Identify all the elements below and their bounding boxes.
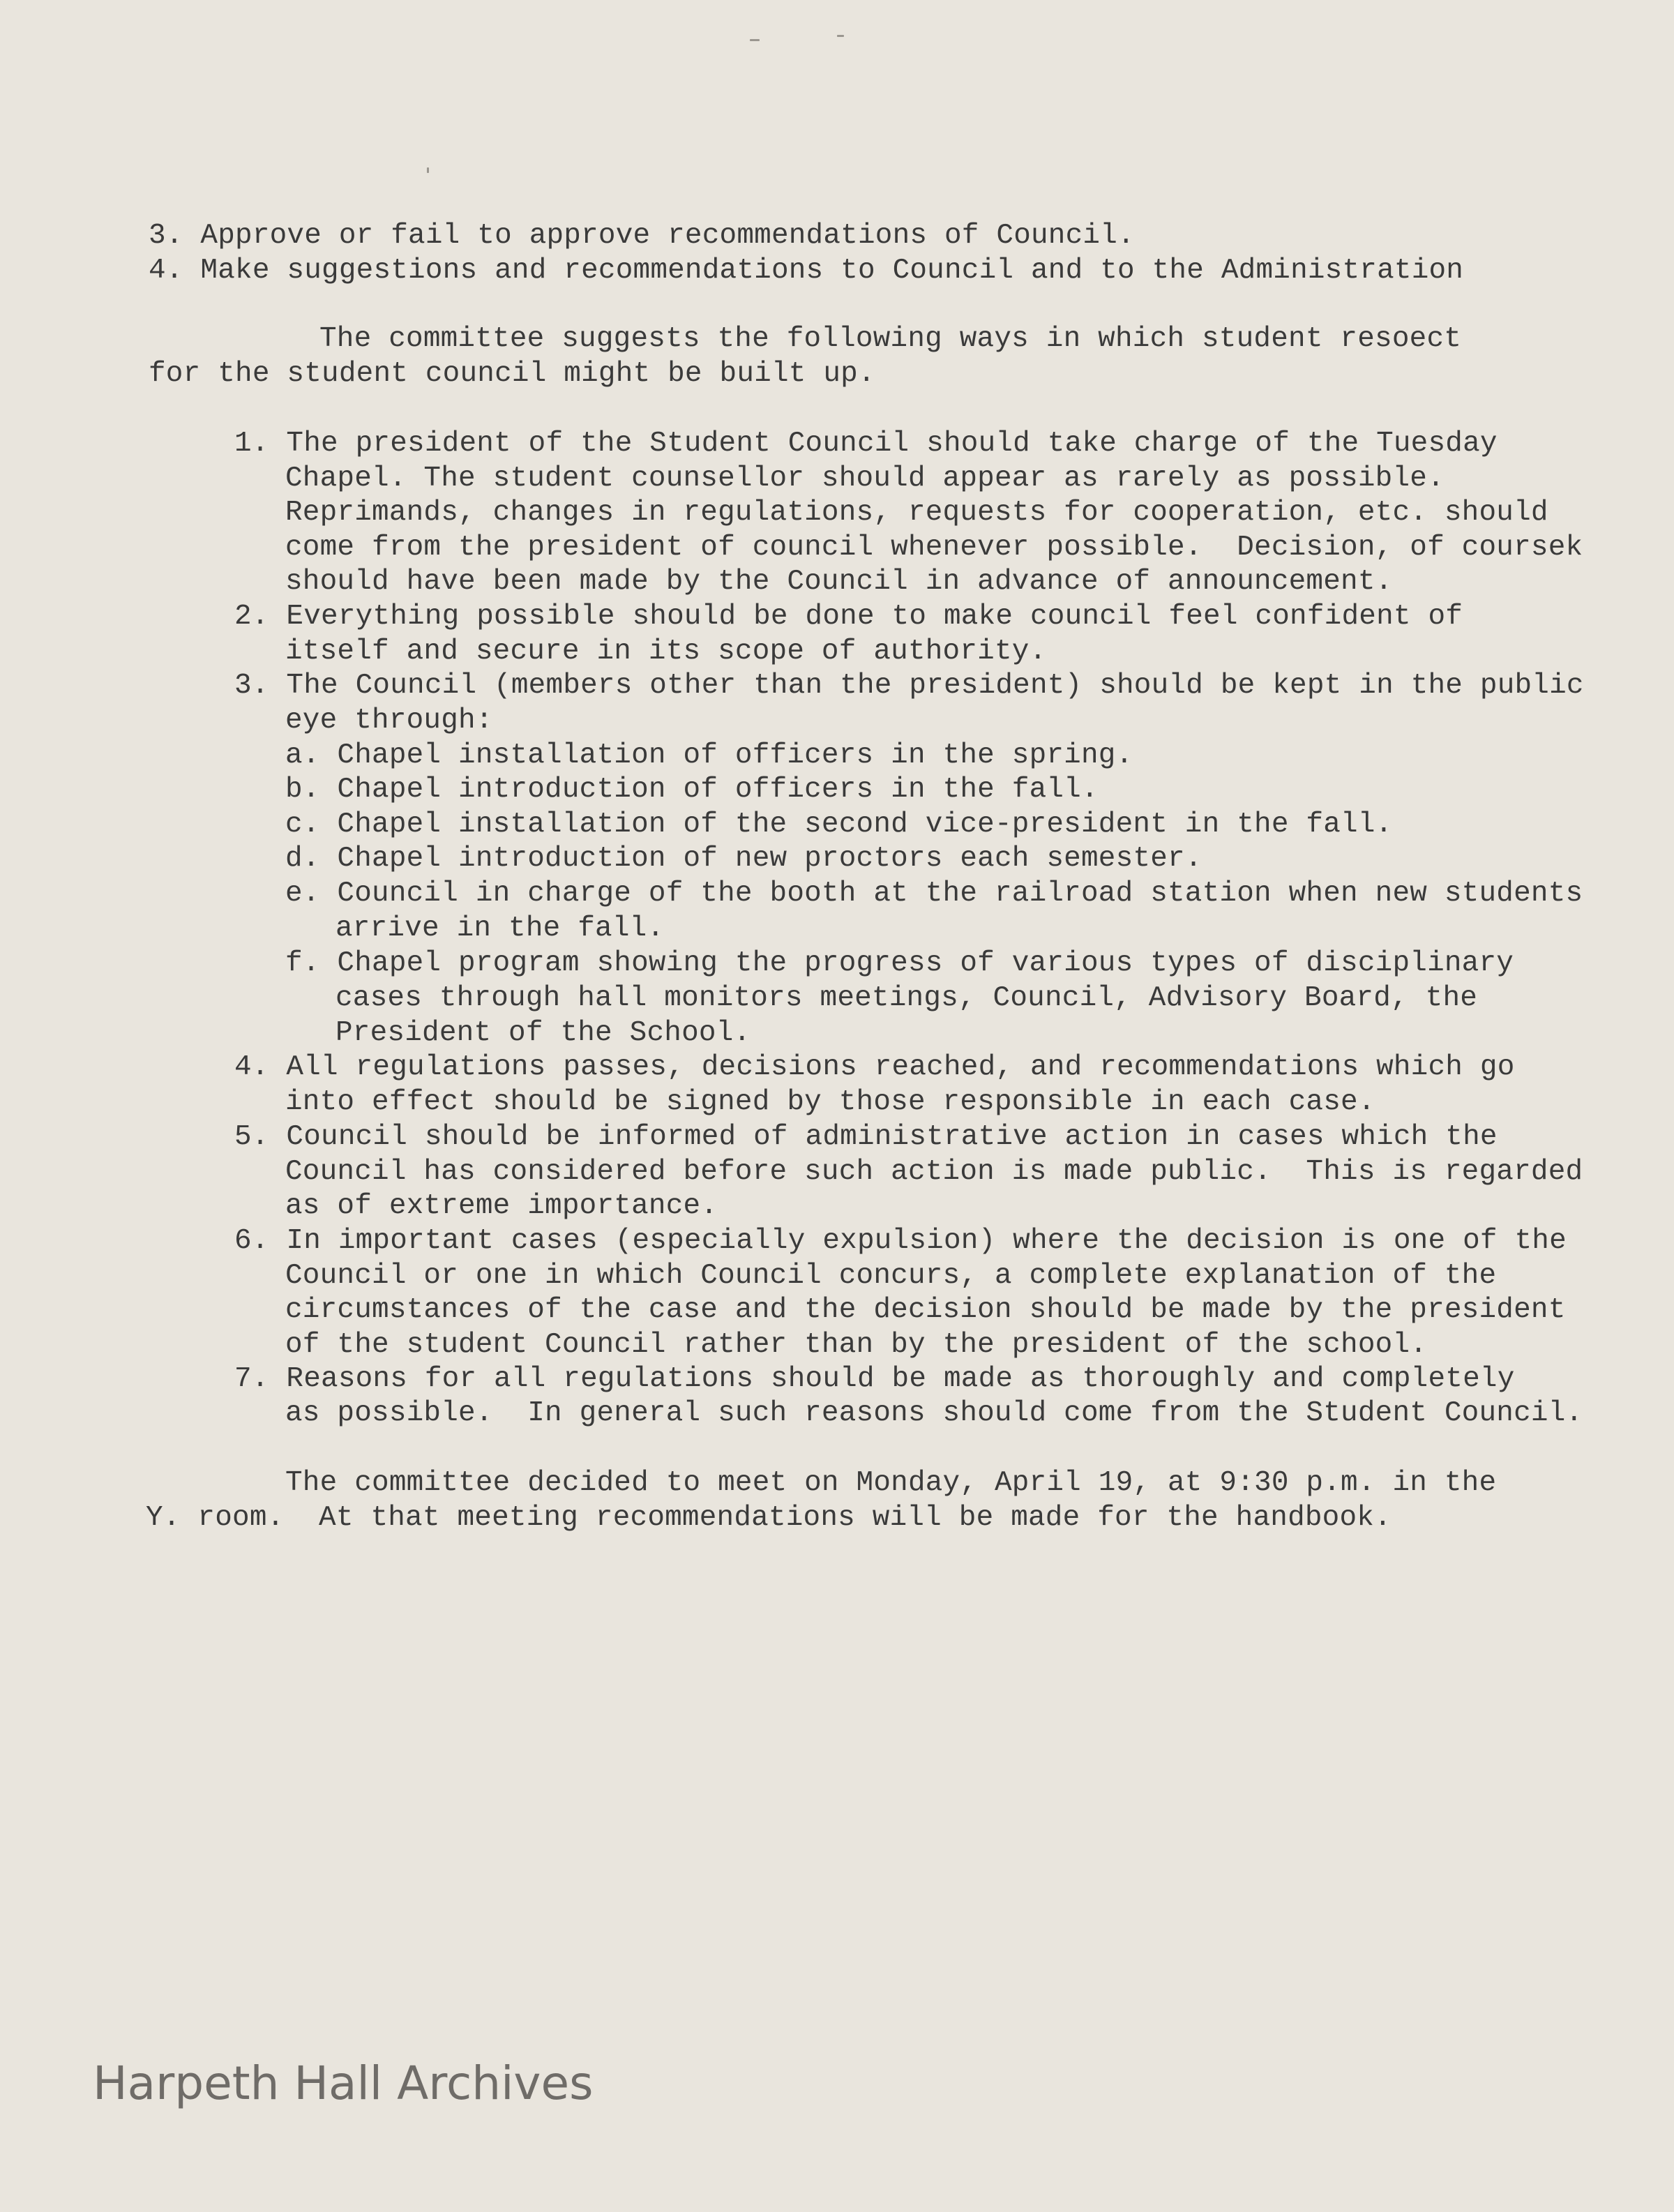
paper-speck [750, 39, 760, 41]
doc-line-6: Chapel. The student counsellor should appear as rarely as possible. [285, 462, 1445, 495]
paper-speck [837, 35, 844, 37]
doc-line-33: as possible. In general such reasons should come from the Student Council. [285, 1397, 1583, 1429]
doc-line-4: for the student council might be built up. [149, 358, 875, 390]
doc-line-11: itself and secure in its scope of authority. [285, 635, 1047, 668]
doc-line-8: come from the president of council whenever possible. Decision, of coursek [285, 532, 1583, 564]
doc-line-25: 5. Council should be informed of administrative action in cases which the [234, 1121, 1498, 1153]
doc-line-31: of the student Council rather than by the president of the school. [285, 1329, 1428, 1361]
archive-watermark: Harpeth Hall Archives [93, 2056, 594, 2110]
doc-line-16: c. Chapel installation of the second vice-president in the fall. [285, 808, 1393, 841]
paper-speck [427, 167, 429, 173]
doc-line-18: e. Council in charge of the booth at the railroad station when new students [285, 878, 1583, 910]
doc-line-23: 4. All regulations passes, decisions reached, and recommendations which go [234, 1051, 1515, 1083]
doc-line-32: 7. Reasons for all regulations should be made as thoroughly and completely [234, 1363, 1515, 1395]
doc-line-28: 6. In important cases (especially expulsion) where the decision is one of the [234, 1225, 1567, 1257]
doc-line-10: 2. Everything possible should be done to make council feel confident of [234, 601, 1463, 633]
doc-line-7: Reprimands, changes in regulations, requests for cooperation, etc. should [285, 497, 1548, 529]
doc-line-34: The committee decided to meet on Monday, April 19, at 9:30 p.m. in the [285, 1467, 1497, 1499]
doc-line-1: 3. Approve or fail to approve recommendations of Council. [149, 220, 1135, 252]
doc-line-24: into effect should be signed by those responsible in each case. [285, 1086, 1375, 1118]
doc-line-9: should have been made by the Council in advance of announcement. [285, 566, 1393, 598]
doc-line-15: b. Chapel introduction of officers in the fall. [285, 774, 1099, 806]
doc-line-12: 3. The Council (members other than the president) should be kept in the public [234, 670, 1584, 702]
doc-line-22: President of the School. [335, 1017, 751, 1049]
doc-line-20: f. Chapel program showing the progress of various types of disciplinary [285, 947, 1514, 979]
doc-line-30: circumstances of the case and the decision should be made by the president [285, 1294, 1566, 1326]
doc-line-2: 4. Make suggestions and recommendations to Council and to the Administration [149, 255, 1464, 287]
doc-line-17: d. Chapel introduction of new proctors each semester. [285, 843, 1202, 875]
doc-line-3: The committee suggests the following ways in which student resoect [319, 323, 1462, 355]
doc-line-14: a. Chapel installation of officers in the spring. [285, 739, 1133, 772]
doc-line-26: Council has considered before such action is made public. This is regarded [285, 1156, 1583, 1188]
doc-line-13: eye through: [285, 705, 493, 737]
doc-line-29: Council or one in which Council concurs, a complete explanation of the [285, 1260, 1497, 1292]
doc-line-35: Y. room. At that meeting recommendations will be made for the handbook. [146, 1502, 1392, 1534]
doc-line-27: as of extreme importance. [285, 1190, 718, 1222]
doc-line-21: cases through hall monitors meetings, Council, Advisory Board, the [335, 982, 1478, 1014]
doc-line-5: 1. The president of the Student Council should take charge of the Tuesday [234, 428, 1498, 460]
doc-line-19: arrive in the fall. [335, 912, 665, 945]
